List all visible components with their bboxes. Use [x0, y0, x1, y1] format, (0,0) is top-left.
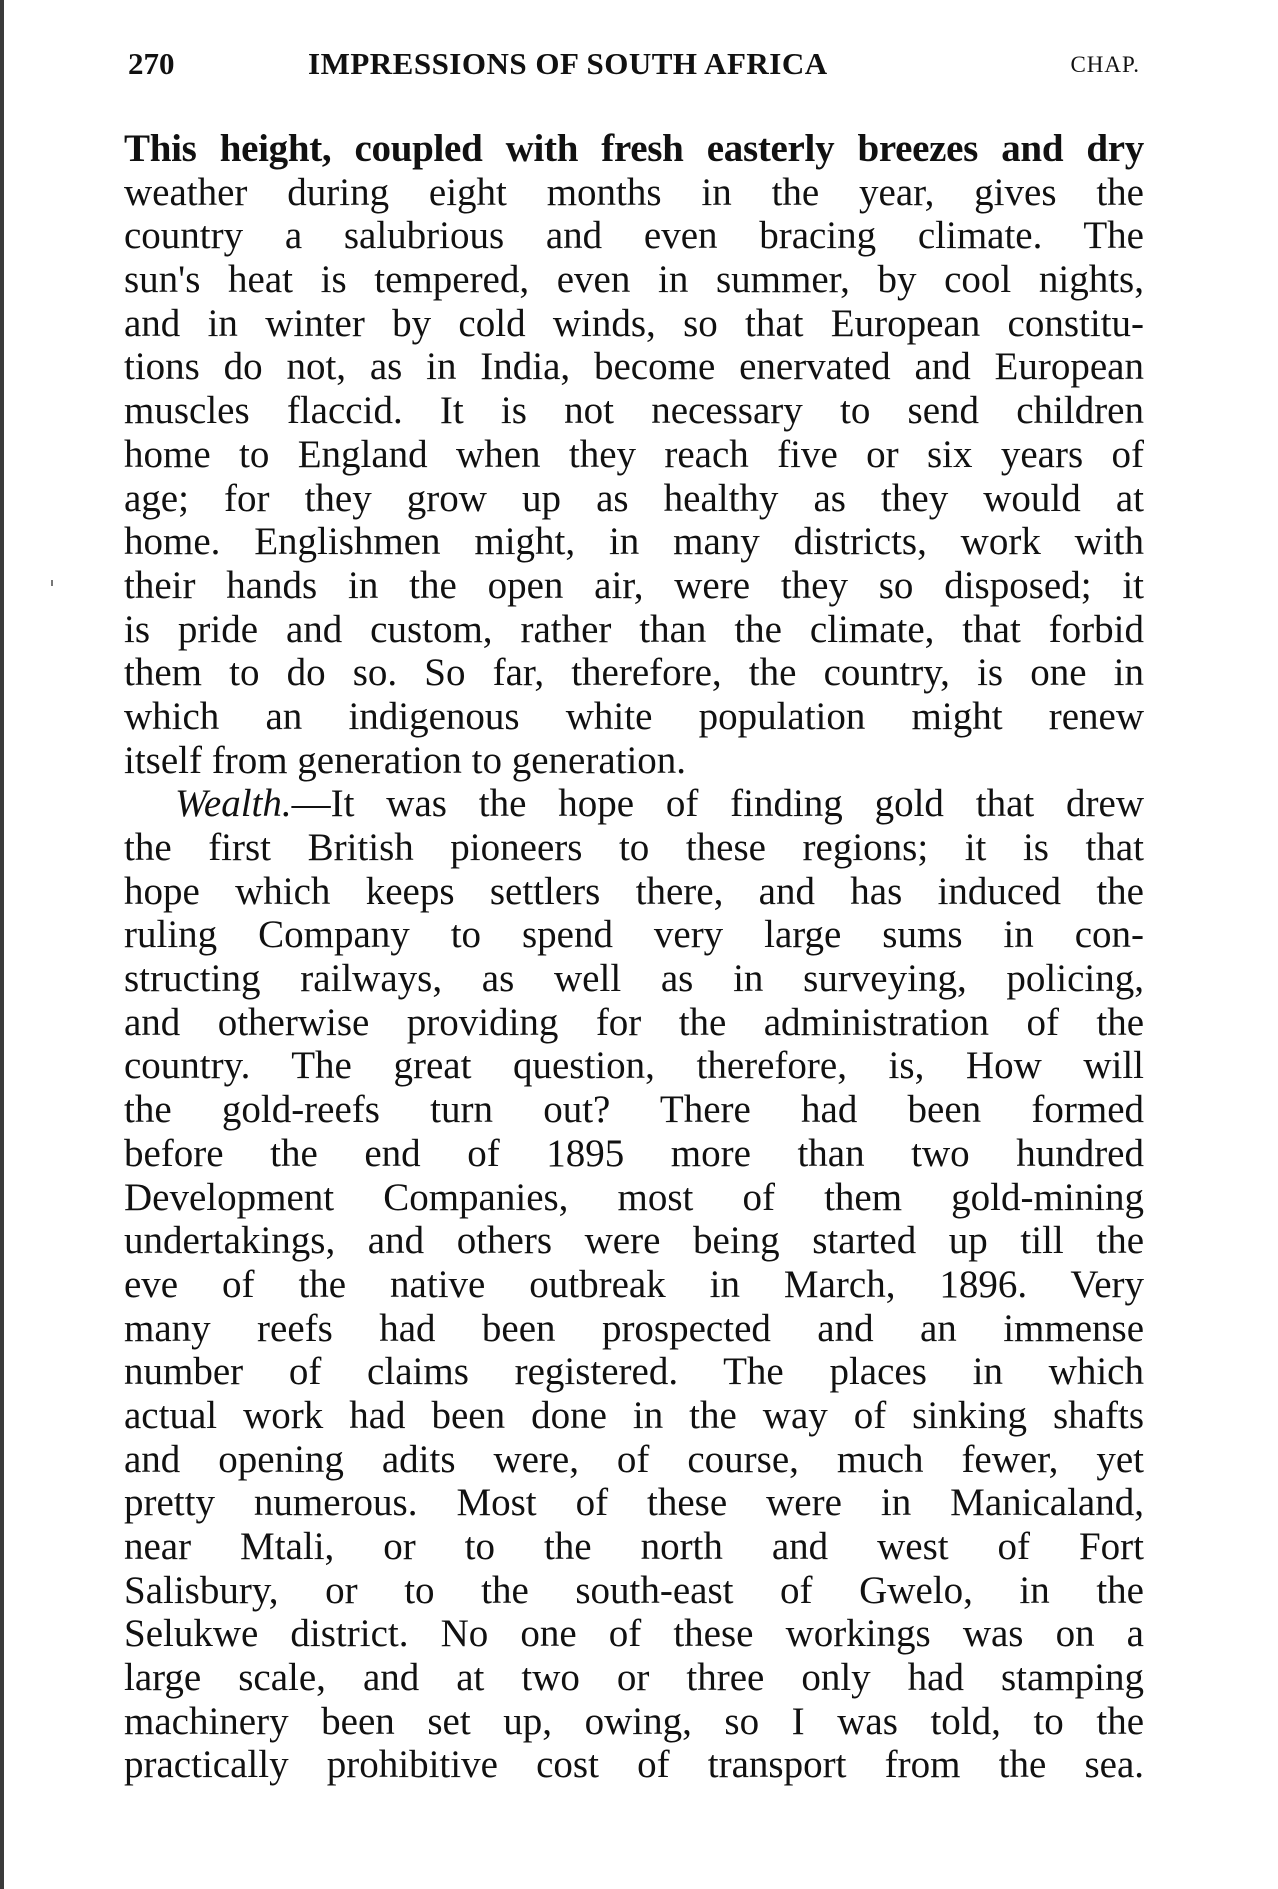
- text-line: is pride and custom, rather than the climate, that forbid: [124, 607, 1144, 651]
- text-line: Development Companies, most of them gold-mining: [124, 1175, 1144, 1219]
- text-line: which an indigenous white population might renew: [124, 694, 1144, 738]
- text-line: pretty numerous. Most of these were in Manicaland,: [124, 1481, 1144, 1525]
- text-line: near Mtali, or to the north and west of Fort: [124, 1525, 1144, 1568]
- text-line: and in winter by cold winds, so that European constitu-: [124, 301, 1144, 345]
- text-line: home to England when they reach five or six years of: [124, 432, 1144, 476]
- text-line: Selukwe district. No one of these workings was on a: [124, 1612, 1144, 1656]
- paragraph-wealth: [124, 782, 1144, 1787]
- text-line-rest: —It was the hope of finding gold that drew: [291, 782, 1144, 826]
- text-line: and otherwise providing for the administration of the: [124, 1000, 1144, 1044]
- text-line: Salisbury, or to the south-east of Gwelo, in the: [124, 1568, 1144, 1612]
- text-line: the first British pioneers to these regions; it is that: [124, 826, 1144, 869]
- text-line: weather during eight months in the year, gives the: [124, 170, 1144, 214]
- running-header: [128, 46, 1140, 86]
- text-line: country. The great question, therefore, is, How will: [124, 1044, 1144, 1088]
- text-line: ruling Company to spend very large sums in con-: [124, 913, 1144, 957]
- text-line: home. Englishmen might, in many districts, work with: [124, 520, 1144, 564]
- paragraph-climate: [124, 127, 1144, 782]
- text-line: actual work had been done in the way of sinking shafts: [124, 1393, 1144, 1437]
- text-line: practically prohibitive cost of transport from the sea.: [124, 1743, 1144, 1787]
- text-line: undertakings, and others were being started up till the: [124, 1219, 1144, 1263]
- page-number: 270: [128, 46, 175, 81]
- text-line: their hands in the open air, were they so disposed; it: [124, 563, 1144, 607]
- running-title: IMPRESSIONS OF SOUTH AFRICA: [308, 46, 828, 81]
- text-line: This height, coupled with fresh easterly breezes and dry: [124, 127, 1144, 170]
- body-text: [124, 127, 1144, 1787]
- text-line: machinery been set up, owing, so I was told, to the: [124, 1699, 1144, 1743]
- text-line: country a salubrious and even bracing climate. The: [124, 214, 1144, 258]
- text-line: tions do not, as in India, become enervated and European: [124, 345, 1144, 389]
- text-line: muscles flaccid. It is not necessary to send children: [124, 389, 1144, 433]
- text-line: [124, 782, 1144, 826]
- text-line: them to do so. So far, therefore, the country, is one in: [124, 651, 1144, 695]
- margin-speck: [51, 580, 53, 586]
- page-spine-edge: [0, 0, 4, 1889]
- text-line: large scale, and at two or three only had stamping: [124, 1656, 1144, 1700]
- text-line: sun's heat is tempered, even in summer, by cool nights,: [124, 258, 1144, 302]
- text-line: structing railways, as well as in surveying, policing,: [124, 957, 1144, 1001]
- text-line: and opening adits were, of course, much fewer, yet: [124, 1437, 1144, 1481]
- text-line: age; for they grow up as healthy as they would at: [124, 476, 1144, 520]
- text-line: many reefs had been prospected and an immense: [124, 1306, 1144, 1350]
- text-line: the gold-reefs turn out? There had been formed: [124, 1088, 1144, 1132]
- text-line: hope which keeps settlers there, and has induced the: [124, 869, 1144, 913]
- text-line: number of claims registered. The places in which: [124, 1350, 1144, 1394]
- section-heading-wealth: Wealth.: [175, 782, 292, 826]
- chapter-label: CHAP.: [1070, 52, 1140, 77]
- text-line: itself from generation to generation.: [124, 738, 687, 782]
- text-line: before the end of 1895 more than two hundred: [124, 1131, 1144, 1175]
- text-line: eve of the native outbreak in March, 1896. Very: [124, 1262, 1144, 1306]
